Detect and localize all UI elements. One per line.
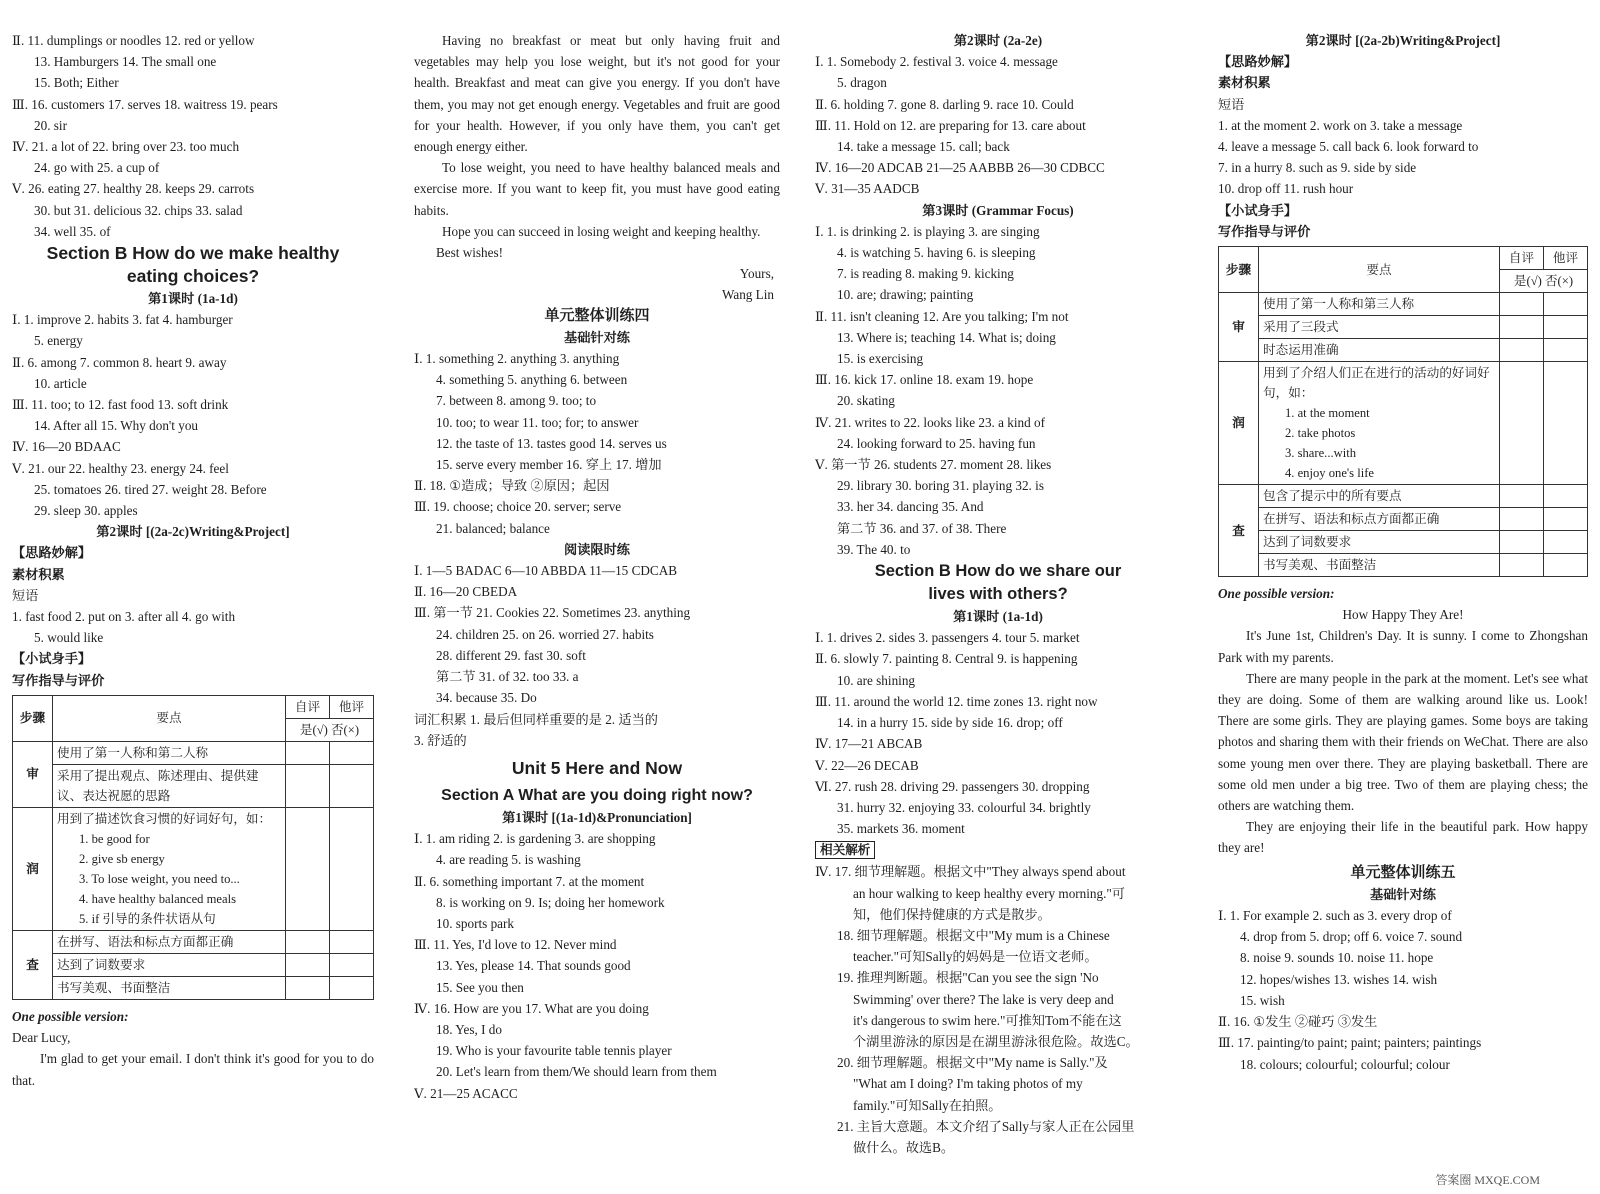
table-step: 审 — [1219, 293, 1259, 362]
subsection-heading: 基础针对练 — [564, 329, 630, 345]
lesson-heading: 第2课时 [(2a-2c)Writing&Project] — [96, 524, 290, 540]
answer-line: Ⅵ. 27. rush 28. driving 29. passengers 30. dropping — [815, 778, 1090, 794]
section-heading: Section B How do we share our — [874, 562, 1122, 581]
letter-paragraph: I'm glad to get your email. I don't think it's good for you to do that. — [12, 1051, 374, 1088]
answer-line: 31. hurry 32. enjoying 33. colourful 34. brightly — [837, 799, 1091, 815]
unit-test-heading: 单元整体训练五 — [1350, 864, 1456, 881]
answer-line: 13. Yes, please 14. That sounds good — [436, 958, 631, 974]
answer-line: Ⅰ. 1. Somebody 2. festival 3. voice 4. message — [815, 54, 1058, 70]
answer-line: 34. because 35. Do — [436, 690, 537, 706]
answer-line: Ⅱ. 16. ①发生 ②碰巧 ③发生 — [1218, 1014, 1378, 1030]
sample-label: One possible version: — [1218, 586, 1335, 602]
answer-line: Ⅱ. 6. among 7. common 8. heart 9. away — [12, 354, 227, 370]
answer-line: 13. Where is; teaching 14. What is; doing — [837, 329, 1056, 345]
table-step: 审 — [13, 741, 53, 807]
letter-greeting: Dear Lucy, — [12, 1030, 71, 1046]
table-cell-text: 2. take photos — [1285, 426, 1356, 441]
answer-line: 24. children 25. on 26. worried 27. habits — [436, 626, 654, 642]
table-header: 是(√) 否(×) — [1500, 270, 1588, 293]
analysis-line: 21. 主旨大意题。本文介绍了Sally与家人正在公园里 — [837, 1118, 1135, 1134]
tip-heading: 【思路妙解】 — [1218, 54, 1298, 70]
answer-line: Ⅰ. 1—5 BADAC 6—10 ABBDA 11—15 CDCAB — [414, 563, 678, 579]
table-header: 是(√) 否(×) — [286, 718, 374, 741]
answer-line: Ⅳ. 16—20 BDAAC — [12, 439, 121, 455]
answer-line: Ⅰ. 1. is drinking 2. is playing 3. are singing — [815, 223, 1040, 239]
answer-line: 18. colours; colourful; colourful; colour — [1240, 1056, 1450, 1072]
table-cell-text: 1. at the moment — [1285, 406, 1370, 421]
lesson-heading: 第1课时 (1a-1d) — [148, 291, 238, 307]
analysis-line: 个湖里游泳的原因是在湖里游泳很危险。故选C。 — [853, 1033, 1139, 1049]
table-cell: 书写美观、书面整洁 — [53, 976, 286, 999]
analysis-line: Swimming' over there? The lake is very deep and — [853, 991, 1114, 1007]
material-heading: 素材积累 — [1218, 75, 1271, 91]
table-cell: 书写美观、书面整洁 — [1259, 554, 1500, 577]
answer-line: Ⅲ. 19. choose; choice 20. server; serve — [414, 499, 622, 515]
answer-line: 5. dragon — [837, 75, 887, 91]
column-4 — [1218, 30, 1588, 1075]
table-cell-text: 用到了介绍人们正在进行的活动的好词好句，如： — [1263, 366, 1490, 401]
analysis-line: 做什么。故选B。 — [853, 1139, 955, 1155]
answer-line: 8. noise 9. sounds 10. noise 11. hope — [1240, 950, 1434, 966]
answer-line: 18. Yes, I do — [436, 1021, 502, 1037]
answer-line: 20. Let's learn from them/We should learn from them — [436, 1064, 717, 1080]
answer-line: 13. Hamburgers 14. The small one — [34, 54, 217, 70]
analysis-line: 20. 细节理解题。根据文中"My name is Sally."及 — [837, 1055, 1108, 1071]
answer-line: Ⅲ. 11. Hold on 12. are preparing for 13. care about — [815, 117, 1086, 133]
answer-line: 10. too; to wear 11. too; for; to answer — [436, 414, 639, 430]
unit-test-heading: 单元整体训练四 — [544, 307, 650, 324]
table-header: 要点 — [1259, 247, 1500, 293]
table-cell: 采用了提出观点、陈述理由、提供建议、表达祝愿的思路 — [53, 764, 286, 807]
answer-line: Ⅲ. 17. painting/to paint; paint; painters; paintings — [1218, 1035, 1482, 1051]
analysis-tag: 相关解析 — [815, 841, 875, 859]
table-header: 他评 — [1544, 247, 1588, 270]
lesson-heading: 第2课时 (2a-2e) — [953, 33, 1043, 48]
letter-paragraph: Having no breakfast or meat but only having fruit and vegetables may help you lose weight, but it's not good for your health. Breakfast and meat can give you energy. If you don't have them, you may not get enough energy. Vegetables and fruit are good for your health. However, if you only have them, you can't get enough energy either. — [414, 33, 780, 155]
answer-line: 28. different 29. fast 30. soft — [436, 647, 586, 663]
answer-line: 4. is watching 5. having 6. is sleeping — [837, 245, 1036, 261]
analysis-line: "What am I doing? I'm taking photos of my — [853, 1076, 1083, 1092]
answer-line: Ⅲ. 16. customers 17. serves 18. waitress 19. pears — [12, 96, 278, 112]
column-3 — [815, 30, 1181, 1158]
answer-line: Ⅳ. 17—21 ABCAB — [815, 736, 923, 752]
answer-line: Ⅰ. 1. drives 2. sides 3. passengers 4. tour 5. market — [815, 630, 1080, 646]
table-cell: 在拼写、语法和标点方面都正确 — [1259, 508, 1500, 531]
answer-line: 7. is reading 8. making 9. kicking — [837, 266, 1014, 282]
analysis-line: teacher."可知Sally的妈妈是一位语文老师。 — [853, 949, 1098, 965]
answer-line: 5. energy — [34, 333, 83, 349]
analysis-line: 18. 细节理解题。根据文中"My mum is a Chinese — [837, 927, 1110, 943]
answer-line: 29. library 30. boring 31. playing 32. is — [837, 478, 1044, 494]
table-cell — [53, 807, 286, 930]
answer-line: Ⅴ. 21. our 22. healthy 23. energy 24. feel — [12, 460, 229, 476]
answer-line: 29. sleep 30. apples — [34, 503, 138, 519]
section-heading: Section B How do we make healthy — [46, 243, 340, 264]
answer-line: Ⅴ. 26. eating 27. healthy 28. keeps 29. carrots — [12, 181, 255, 197]
table-header: 自评 — [286, 695, 330, 718]
table-cell-text: 用到了描述饮食习惯的好词好句，如： — [57, 811, 272, 826]
letter-paragraph: To lose weight, you need to have healthy balanced meals and exercise more. If you want to keep fit, you must have good eating habits. — [414, 160, 780, 218]
lesson-heading: 第1课时 [(1a-1d)&Pronunciation] — [502, 809, 692, 825]
answer-line: 20. sir — [34, 117, 67, 133]
answer-line: Ⅰ. 1. something 2. anything 3. anything — [414, 351, 620, 367]
answer-line: 5. would like — [34, 630, 104, 646]
answer-line: 12. the taste of 13. tastes good 14. serves us — [436, 435, 667, 451]
answer-line: 19. Who is your favourite table tennis player — [436, 1043, 672, 1059]
practice-heading: 【小试身手】 — [12, 651, 92, 667]
answer-line: Ⅰ. 1. For example 2. such as 3. every drop of — [1218, 908, 1452, 924]
answer-line: Ⅳ. 16—20 ADCAB 21—25 AABBB 26—30 CDBCC — [815, 160, 1105, 176]
phrase-label: 短语 — [12, 587, 39, 603]
table-cell: 包含了提示中的所有要点 — [1259, 485, 1500, 508]
answer-line: 15. serve every member 16. 穿上 17. 增加 — [436, 457, 662, 473]
answer-line: Ⅴ. 21—25 ACACC — [414, 1085, 518, 1101]
table-header: 步骤 — [13, 695, 53, 741]
table-cell: 使用了第一人称和第二人称 — [53, 741, 286, 764]
table-step: 润 — [13, 807, 53, 930]
material-heading: 素材积累 — [12, 566, 65, 582]
analysis-line: an hour walking to keep healthy every morning."可 — [853, 885, 1125, 901]
table-cell: 采用了三段式 — [1259, 316, 1500, 339]
answer-line: Ⅴ. 第一节 26. students 27. moment 28. likes — [815, 457, 1052, 473]
answer-line: 1. at the moment 2. work on 3. take a message — [1218, 117, 1463, 133]
answer-line: 34. well 35. of — [34, 223, 111, 239]
column-1 — [12, 30, 374, 1091]
table-cell-text: 4. enjoy one's life — [1285, 466, 1375, 481]
answer-line: Ⅱ. 18. ①造成；导致 ②原因；起因 — [414, 478, 610, 494]
answer-line: 7. in a hurry 8. such as 9. side by side — [1218, 160, 1417, 176]
analysis-line: 知，他们保持健康的方式是散步。 — [853, 906, 1051, 922]
answer-line: 4. are reading 5. is washing — [436, 852, 581, 868]
answer-line: 4. drop from 5. drop; off 6. voice 7. sound — [1240, 929, 1463, 945]
answer-line: 21. balanced; balance — [436, 520, 550, 536]
answer-line: Ⅰ. 1. am riding 2. is gardening 3. are shopping — [414, 831, 656, 847]
table-header: 要点 — [53, 695, 286, 741]
table-cell-text: 4. have healthy balanced meals — [79, 891, 237, 906]
essay-paragraph: It's June 1st, Children's Day. It is sunny. I come to Zhongshan Park with my parents. — [1218, 628, 1588, 665]
sample-label: One possible version: — [12, 1008, 129, 1024]
lesson-heading: 第2课时 [(2a-2b)Writing&Project] — [1305, 33, 1501, 48]
answer-line: Ⅱ. 6. something important 7. at the moment — [414, 873, 645, 889]
subsection-heading: 基础针对练 — [1370, 886, 1436, 902]
answer-line: Ⅰ. 1. improve 2. habits 3. fat 4. hamburger — [12, 312, 233, 328]
table-cell: 达到了词数要求 — [1259, 531, 1500, 554]
lesson-heading: 第1课时 (1a-1d) — [953, 609, 1043, 625]
answer-line: 1. fast food 2. put on 3. after all 4. go with — [12, 609, 236, 625]
answer-line: 15. Both; Either — [34, 75, 119, 91]
section-heading: Section A What are you doing right now? — [441, 786, 753, 804]
table-cell-text: 5. if 引导的条件状语从句 — [79, 911, 216, 926]
answer-line: Ⅲ. 11. around the world 12. time zones 13. right now — [815, 693, 1098, 709]
answer-line: Ⅳ. 21. writes to 22. looks like 23. a kind of — [815, 414, 1046, 430]
answer-line: 14. After all 15. Why don't you — [34, 418, 199, 434]
answer-line: Ⅲ. 第一节 21. Cookies 22. Sometimes 23. anything — [414, 605, 691, 621]
column-2 — [414, 30, 780, 1104]
answer-line: Ⅲ. 11. Yes, I'd love to 12. Never mind — [414, 937, 617, 953]
table-header: 步骤 — [1219, 247, 1259, 293]
essay-paragraph: They are enjoying their life in the beautiful park. How happy they are! — [1218, 819, 1588, 856]
table-cell-text: 1. be good for — [79, 831, 150, 846]
letter-signature: Wang Lin — [721, 287, 774, 303]
section-heading: eating choices? — [126, 266, 260, 287]
table-cell: 达到了词数要求 — [53, 953, 286, 976]
answer-line: 35. markets 36. moment — [837, 821, 965, 837]
answer-line: 10. are shining — [837, 672, 916, 688]
answer-line: 14. in a hurry 15. side by side 16. drop; off — [837, 715, 1063, 731]
section-heading: lives with others? — [928, 585, 1068, 604]
table-header: 他评 — [330, 695, 374, 718]
answer-line: Ⅱ. 6. holding 7. gone 8. darling 9. race 10. Could — [815, 96, 1074, 112]
answer-line: 4. something 5. anything 6. between — [436, 372, 628, 388]
analysis-line: family."可知Sally在拍照。 — [853, 1097, 1002, 1113]
answer-line: 10. sports park — [436, 915, 515, 931]
answer-line: 33. her 34. dancing 35. And — [837, 499, 984, 515]
answer-line: 15. is exercising — [837, 351, 924, 367]
answer-line: 8. is working on 9. Is; doing her homework — [436, 894, 665, 910]
answer-line: Ⅱ. 11. dumplings or noodles 12. red or yellow — [12, 33, 255, 48]
lesson-heading: 第3课时 (Grammar Focus) — [922, 202, 1074, 218]
answer-line: 10. are; drawing; painting — [837, 287, 974, 303]
letter-closing: Best wishes! — [436, 245, 504, 261]
phrase-label: 短语 — [1218, 96, 1245, 112]
table-cell-text: 3. share...with — [1285, 446, 1356, 461]
table-header: 自评 — [1500, 247, 1544, 270]
subsection-heading: 阅读限时练 — [564, 541, 630, 557]
table-cell: 时态运用准确 — [1259, 339, 1500, 362]
answer-line: Ⅱ. 6. slowly 7. painting 8. Central 9. is happening — [815, 651, 1078, 667]
table-cell-text: 3. To lose weight, you need to... — [79, 871, 240, 886]
answer-line: Ⅴ. 31—35 AADCB — [815, 181, 920, 197]
answer-line: 4. leave a message 5. call back 6. look forward to — [1218, 139, 1479, 155]
letter-signoff: Yours, — [739, 266, 774, 282]
table-cell: 在拼写、语法和标点方面都正确 — [53, 930, 286, 953]
answer-line: 39. The 40. to — [837, 541, 911, 557]
answer-line: 14. take a message 15. call; back — [837, 139, 1010, 155]
answer-line: Ⅲ. 11. too; to 12. fast food 13. soft drink — [12, 397, 229, 413]
guide-heading: 写作指导与评价 — [1218, 223, 1311, 239]
answer-line: 3. 舒适的 — [414, 732, 467, 748]
answer-line: 24. go with 25. a cup of — [34, 160, 160, 176]
answer-line: 30. but 31. delicious 32. chips 33. salad — [34, 202, 243, 218]
table-step: 查 — [13, 930, 53, 999]
practice-heading: 【小试身手】 — [1218, 202, 1298, 218]
table-step: 润 — [1219, 362, 1259, 485]
answer-line: 20. skating — [837, 393, 895, 409]
answer-line: Ⅲ. 16. kick 17. online 18. exam 19. hope — [815, 372, 1034, 388]
answer-line: 15. wish — [1240, 992, 1285, 1008]
answer-line: 24. looking forward to 25. having fun — [837, 435, 1036, 451]
table-cell — [1259, 362, 1500, 485]
answer-line: 7. between 8. among 9. too; to — [436, 393, 597, 409]
answer-line: 10. article — [34, 375, 87, 391]
evaluation-table — [12, 695, 374, 1000]
answer-line: 12. hopes/wishes 13. wishes 14. wish — [1240, 971, 1438, 987]
analysis-line: it's dangerous to swim here."可推知Tom不能在这 — [853, 1012, 1122, 1028]
watermark: 答案圈 MXQE.COM — [1435, 1173, 1540, 1187]
table-cell: 使用了第一人称和第三人称 — [1259, 293, 1500, 316]
answer-line: 15. See you then — [436, 979, 524, 995]
evaluation-table — [1218, 246, 1588, 577]
answer-line: Ⅱ. 11. isn't cleaning 12. Are you talking; I'm not — [815, 308, 1069, 324]
guide-heading: 写作指导与评价 — [12, 672, 105, 688]
unit-heading: Unit 5 Here and Now — [511, 757, 683, 778]
tip-heading: 【思路妙解】 — [12, 545, 92, 561]
answer-line: Ⅴ. 22—26 DECAB — [815, 757, 919, 773]
answer-line: Ⅳ. 16. How are you 17. What are you doing — [414, 1000, 649, 1016]
answer-line: 词汇积累 1. 最后但同样重要的是 2. 适当的 — [414, 711, 658, 727]
answer-line: 第二节 31. of 32. too 33. a — [436, 669, 579, 685]
answer-line: Ⅱ. 16—20 CBEDA — [414, 584, 518, 600]
table-step: 查 — [1219, 485, 1259, 577]
essay-title: How Happy They Are! — [1342, 607, 1464, 623]
analysis-line: Ⅳ. 17. 细节理解题。根据文中"They always spend about — [815, 864, 1126, 880]
answer-line: 25. tomatoes 26. tired 27. weight 28. Before — [34, 481, 267, 497]
answer-line: 第二节 36. and 37. of 38. There — [837, 520, 1007, 536]
answer-line: Ⅳ. 21. a lot of 22. bring over 23. too much — [12, 139, 240, 155]
letter-paragraph: Hope you can succeed in losing weight and keeping healthy. — [442, 223, 761, 239]
table-cell-text: 2. give sb energy — [79, 851, 165, 866]
answer-line: 10. drop off 11. rush hour — [1218, 181, 1354, 197]
essay-paragraph: There are many people in the park at the moment. Let's see what they are doing. Some of them are walking around like us. Look! There are some girls. They are playing games. Some boys are taking photos and sharing them with their friends on WeChat. There are also some young men over there. They are playing basketball. There are some old men under a big tree. Two of them are playing chess; the others are watching them. — [1218, 670, 1588, 814]
analysis-line: 19. 推理判断题。根据"Can you see the sign 'No — [837, 970, 1099, 986]
